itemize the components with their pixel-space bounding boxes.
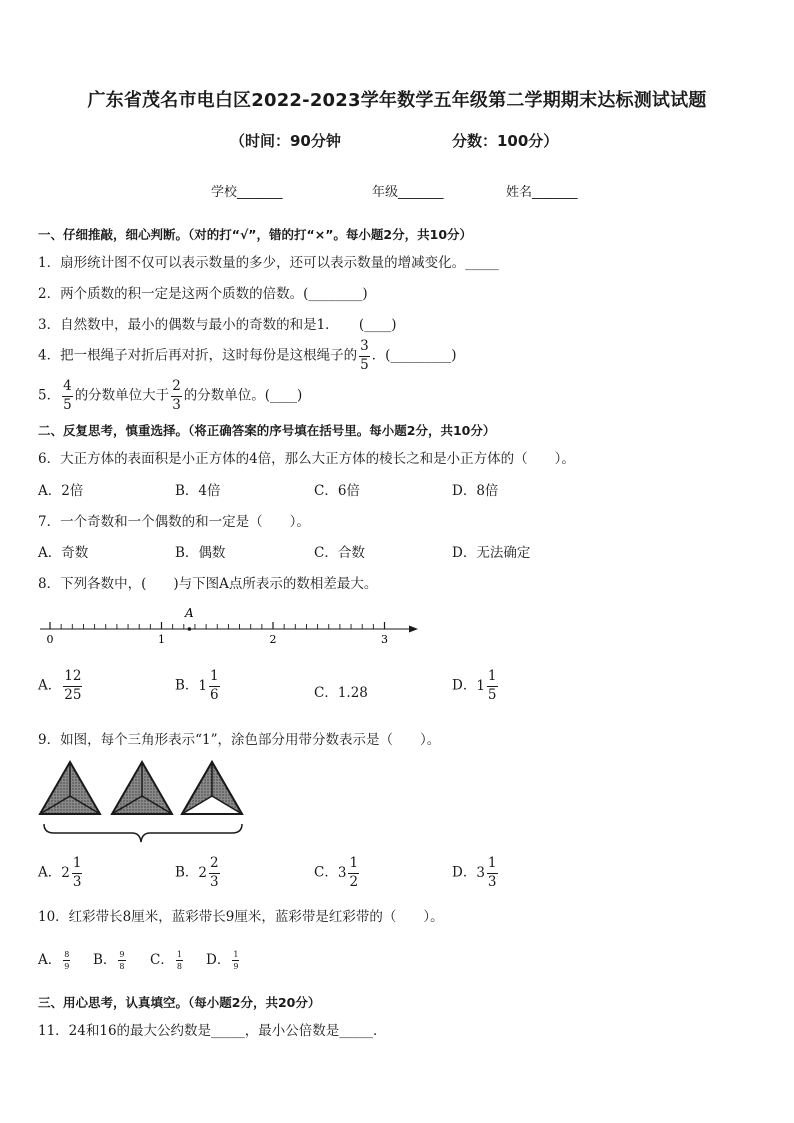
q6-option-a: A．2倍: [38, 483, 84, 499]
triangle-2: [112, 762, 172, 814]
triangle-3: [182, 762, 242, 814]
point-a-marker: [188, 627, 192, 631]
option-label: D．: [452, 864, 477, 881]
question-10: 10．红彩带长8厘米，蓝彩带长9厘米，蓝彩带是红彩带的（ ）。: [38, 909, 444, 925]
question-4: [38, 340, 456, 372]
question-5-text: 的分数单位大于: [74, 387, 170, 404]
fraction: [359, 340, 370, 372]
question-8: 8．下列各数中，( )与下图A点所表示的数相差最大。: [38, 576, 378, 592]
question-9: 9．如图，每个三角形表示“1”，涂色部分用带分数表示是（ ）。: [38, 732, 441, 748]
section1-heading: 一、仔细推敲，细心判断。（对的打“√”，错的打“×”。每小题2分，共10分）: [38, 227, 473, 242]
question-5-answer: 的分数单位。(____): [183, 387, 303, 404]
q8-option-d: [452, 670, 500, 702]
major-ticks: [47, 633, 389, 646]
denominator: 9: [64, 961, 70, 971]
numerator: 12: [63, 670, 82, 687]
numerator: 2: [209, 857, 220, 874]
numerator: 9: [119, 949, 125, 959]
fraction: [176, 951, 183, 971]
denominator: 3: [210, 873, 219, 890]
question-1: 1．扇形统计图不仅可以表示数量的多少，还可以表示数量的增减变化。_____: [38, 255, 499, 271]
whole-number: 2: [61, 865, 70, 881]
question-4-text: 4．把一根绳子对折后再对折，这时每份是这根绳子的: [38, 347, 358, 364]
question-3: 3．自然数中，最小的偶数与最小的奇数的和是1． (____): [38, 317, 397, 333]
option-label: A．: [38, 952, 62, 968]
number-line-figure: [30, 600, 430, 646]
denominator: 2: [349, 873, 359, 890]
brace-icon: [44, 824, 242, 842]
q8-option-c: C．1.28: [314, 685, 368, 701]
question-4-answer: ．(_________): [371, 347, 457, 364]
denominator: 9: [233, 961, 239, 971]
grade-field: 年级_______: [372, 185, 444, 200]
q7-option-b: B．偶数: [175, 545, 226, 561]
option-label: A．: [38, 677, 62, 694]
q6-option-d: D．8倍: [452, 483, 499, 499]
fraction: [209, 857, 220, 889]
question-5: [38, 380, 302, 412]
whole-number: 1: [476, 678, 485, 694]
q9-option-d: [452, 857, 500, 889]
option-label: A．: [38, 864, 62, 881]
q7-option-d: D．无法确定: [452, 545, 531, 561]
q10-option-c: [150, 948, 185, 971]
whole-number: 3: [337, 865, 347, 881]
fraction: [63, 670, 82, 702]
numerator: 1: [72, 857, 83, 874]
q6-option-b: B．4倍: [175, 483, 221, 499]
denominator: 6: [210, 686, 219, 703]
numerator: 3: [359, 340, 370, 357]
fraction: [171, 380, 182, 412]
option-label: D．: [452, 677, 477, 694]
time-label: （时间：90分钟: [230, 132, 341, 150]
q10-option-a: [38, 948, 72, 971]
q7-option-c: C．合数: [314, 545, 365, 561]
arrow-head-icon: [409, 626, 418, 633]
denominator: 3: [72, 873, 82, 890]
q8-option-b: [175, 670, 222, 702]
tick-label: 0: [46, 633, 54, 646]
option-label: B．: [175, 864, 199, 881]
section3-heading: 三、用心思考，认真填空。（每小题2分，共20分）: [38, 995, 321, 1010]
fraction: [348, 857, 359, 889]
whole-number: 2: [198, 865, 208, 881]
option-label: B．: [93, 952, 117, 968]
tick-label: 3: [381, 633, 388, 646]
numerator: 8: [64, 949, 70, 959]
q7-option-a: A．奇数: [38, 545, 89, 561]
whole-number: 1: [198, 678, 208, 694]
fraction: [63, 951, 70, 971]
q10-option-d: [206, 948, 241, 971]
option-label: C．: [314, 864, 338, 881]
question-5-number: 5．: [38, 387, 61, 404]
score-label: 分数：100分）: [452, 132, 559, 150]
numerator: 1: [487, 670, 498, 687]
fraction: [232, 951, 239, 971]
denominator: 3: [172, 396, 181, 413]
fraction: [487, 857, 498, 889]
q9-option-a: [38, 857, 84, 889]
q10-option-b: [93, 948, 128, 971]
denominator: 5: [360, 356, 369, 373]
triangle-1: [40, 762, 100, 814]
fraction: [487, 670, 498, 702]
denominator: 5: [63, 396, 72, 413]
numerator: 1: [209, 670, 220, 687]
triangles-figure: [36, 758, 246, 848]
q9-option-c: [314, 857, 361, 889]
section2-heading: 二、反复思考，慎重选择。（将正确答案的序号填在括号里。每小题2分，共10分）: [38, 423, 496, 438]
point-a-label: A: [185, 606, 194, 620]
fraction: [72, 857, 83, 889]
option-label: D．: [206, 952, 231, 968]
tick-label: 1: [158, 633, 165, 646]
question-7: 7．一个奇数和一个偶数的和一定是（ ）。: [38, 514, 310, 530]
school-field: 学校_______: [211, 185, 283, 200]
fraction: [118, 951, 125, 971]
page-title: 广东省茂名市电白区2022-2023学年数学五年级第二学期期末达标测试试题: [87, 90, 707, 111]
denominator: 5: [487, 686, 497, 703]
option-label: B．: [175, 677, 199, 694]
numerator: 4: [62, 380, 73, 397]
tick-label: 2: [269, 633, 277, 646]
name-field: 姓名_______: [506, 185, 578, 200]
question-6: 6．大正方体的表面积是小正方体的4倍，那么大正方体的棱长之和是小正方体的（ ）。: [38, 451, 575, 467]
denominator: 3: [487, 873, 497, 890]
whole-number: 3: [476, 865, 485, 881]
question-11: 11．24和16的最大公约数是_____，最小公倍数是_____．: [38, 1023, 387, 1039]
denominator: 25: [64, 686, 82, 703]
q6-option-c: C．6倍: [314, 483, 360, 499]
question-2: 2．两个质数的积一定是这两个质数的倍数。(________): [38, 286, 368, 302]
numerator: 1: [176, 949, 182, 959]
fraction: [209, 670, 220, 702]
q9-option-b: [175, 857, 222, 889]
denominator: 8: [119, 961, 125, 971]
q8-option-a: [38, 670, 84, 702]
numerator: 1: [233, 949, 239, 959]
minor-ticks: [50, 622, 385, 629]
numerator: 1: [348, 857, 359, 874]
option-label: C．: [150, 952, 174, 968]
numerator: 2: [171, 380, 182, 397]
denominator: 8: [176, 961, 182, 971]
fraction: [62, 380, 73, 412]
numerator: 1: [487, 857, 498, 874]
